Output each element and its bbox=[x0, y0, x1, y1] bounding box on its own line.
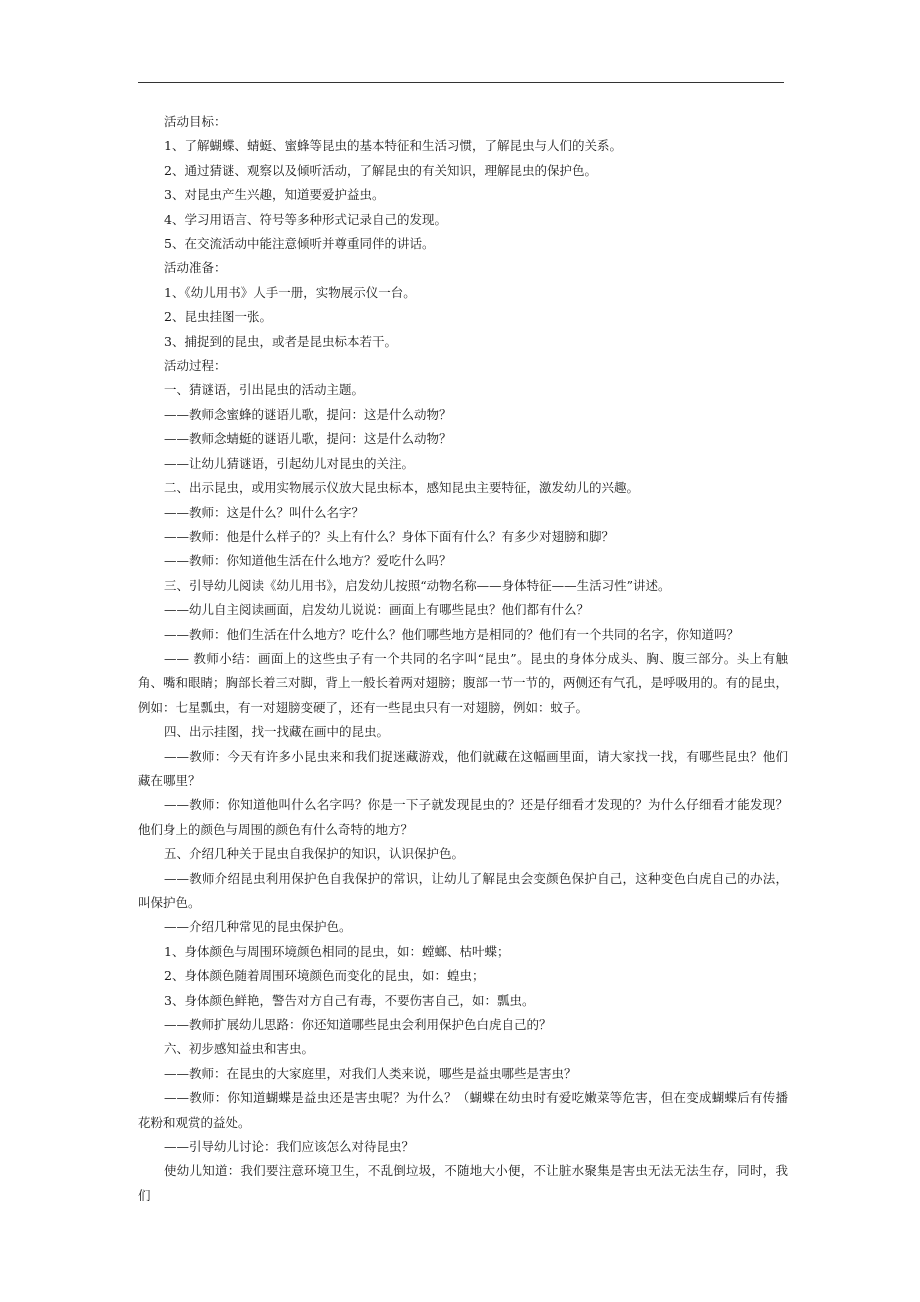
paragraph: 2、昆虫挂图一张。 bbox=[164, 309, 272, 325]
paragraph: 2、身体颜色随着周围环境颜色而变化的昆虫，如：蝗虫； bbox=[164, 968, 485, 984]
paragraph: ——教师：在昆虫的大家庭里，对我们人类来说，哪些是益虫哪些是害虫？ bbox=[164, 1065, 577, 1081]
paragraph: ——教师念蜜蜂的谜语儿歌，提问：这是什么动物？ bbox=[164, 406, 452, 422]
paragraph: ——教师介绍昆虫利用保护色自我保护的常识，让幼儿了解昆虫会变颜色保护自己，这种变色白虎自己的办法，叫保护色。 bbox=[138, 870, 788, 910]
paragraph: ——教师：他是什么样子的？头上有什么？身体下面有什么？有多少对翅膀和脚？ bbox=[164, 528, 615, 544]
paragraph: 六、初步感知益虫和害虫。 bbox=[164, 1041, 315, 1057]
paragraph: ——教师：他们生活在什么地方？吃什么？他们哪些地方是相同的？他们有一个共同的名字，你知道吗？ bbox=[164, 626, 740, 642]
paragraph: 活动过程： bbox=[164, 358, 227, 374]
document-body bbox=[138, 110, 788, 1208]
paragraph: 活动目标： bbox=[164, 114, 227, 129]
paragraph: 5、在交流活动中能注意倾听并尊重同伴的讲话。 bbox=[164, 236, 435, 252]
paragraph: 2、通过猜谜、观察以及倾听活动，了解昆虫的有关知识，理解昆虫的保护色。 bbox=[164, 162, 597, 178]
paragraph: ——教师：今天有许多小昆虫来和我们捉迷藏游戏，他们就藏在这幅画里面，请大家找一找，有哪些昆虫？他们藏在哪里？ bbox=[138, 748, 788, 788]
paragraph: ——教师念蜻蜓的谜语儿歌，提问：这是什么动物？ bbox=[164, 431, 452, 447]
paragraph: ——让幼儿猜谜语，引起幼儿对昆虫的关注。 bbox=[164, 455, 415, 471]
paragraph: —— 教师小结：画面上的这些虫子有一个共同的名字叫“昆虫”。昆虫的身体分成头、胸、腹三部分。头上有触角、嘴和眼睛；胸部长着三对脚，背上一般长着两对翅膀；腹部一节一节的，两侧还有气孔，是呼吸用的。有的昆虫，例如：七星瓢虫，有一对翅膀变硬了，还有一些昆虫只有一对翅膀，例如：蚊子。 bbox=[138, 650, 789, 715]
paragraph: ——幼儿自主阅读画面，启发幼儿说说：画面上有哪些昆虫？他们都有什么？ bbox=[164, 602, 590, 618]
paragraph: 使幼儿知道：我们要注意环境卫生，不乱倒垃圾，不随地大小便，不让脏水聚集是害虫无法无法生存，同时，我们 bbox=[138, 1163, 788, 1203]
paragraph: 二、出示昆虫，或用实物展示仪放大昆虫标本，感知昆虫主要特征，激发幼儿的兴趣。 bbox=[164, 480, 640, 496]
paragraph: 一、猜谜语，引出昆虫的活动主题。 bbox=[164, 382, 365, 398]
paragraph: 1、了解蝴蝶、蜻蜓、蜜蜂等昆虫的基本特征和生活习惯，了解昆虫与人们的关系。 bbox=[164, 138, 622, 154]
paragraph: ——引导幼儿讨论：我们应该怎么对待昆虫？ bbox=[164, 1139, 415, 1155]
paragraph: 3、对昆虫产生兴趣，知道要爱护益虫。 bbox=[164, 187, 385, 203]
header-rule bbox=[138, 82, 784, 83]
paragraph: 1、身体颜色与周围环境颜色相同的昆虫，如：螳螂、枯叶蝶； bbox=[164, 943, 510, 959]
paragraph: 活动准备： bbox=[164, 260, 227, 276]
paragraph: ——教师扩展幼儿思路：你还知道哪些昆虫会利用保护色白虎自己的？ bbox=[164, 1017, 552, 1033]
paragraph: ——教师：你知道他生活在什么地方？爱吃什么吗？ bbox=[164, 553, 452, 569]
paragraph: 五、介绍几种关于昆虫自我保护的知识，认识保护色。 bbox=[164, 846, 465, 862]
paragraph: ——教师：这是什么？叫什么名字？ bbox=[164, 504, 365, 520]
paragraph: ——介绍几种常见的昆虫保护色。 bbox=[164, 919, 352, 935]
paragraph: 4、学习用语言、符号等多种形式记录自己的发现。 bbox=[164, 211, 447, 227]
paragraph: 四、出示挂图，找一找藏在画中的昆虫。 bbox=[164, 724, 390, 740]
paragraph: 1、《幼儿用书》人手一册，实物展示仪一台。 bbox=[164, 284, 416, 300]
paragraph: ——教师：你知道他叫什么名字吗？你是一下子就发现昆虫的？还是仔细看才发现的？为什么仔细看才能发现？他们身上的颜色与周围的颜色有什么奇特的地方？ bbox=[138, 797, 788, 837]
paragraph: 3、捕捉到的昆虫，或者是昆虫标本若干。 bbox=[164, 333, 397, 349]
paragraph: 3、身体颜色鲜艳，警告对方自己有毒，不要伤害自己，如：瓢虫。 bbox=[164, 992, 535, 1008]
paragraph: 三、引导幼儿阅读《幼儿用书》，启发幼儿按照“动物名称——身体特征——生活习性”讲述。 bbox=[164, 577, 671, 593]
paragraph: ——教师：你知道蝴蝶是益虫还是害虫呢？为什么？（蝴蝶在幼虫时有爱吃嫩菜等危害，但在变成蝴蝶后有传播花粉和观赏的益处。 bbox=[138, 1090, 788, 1130]
